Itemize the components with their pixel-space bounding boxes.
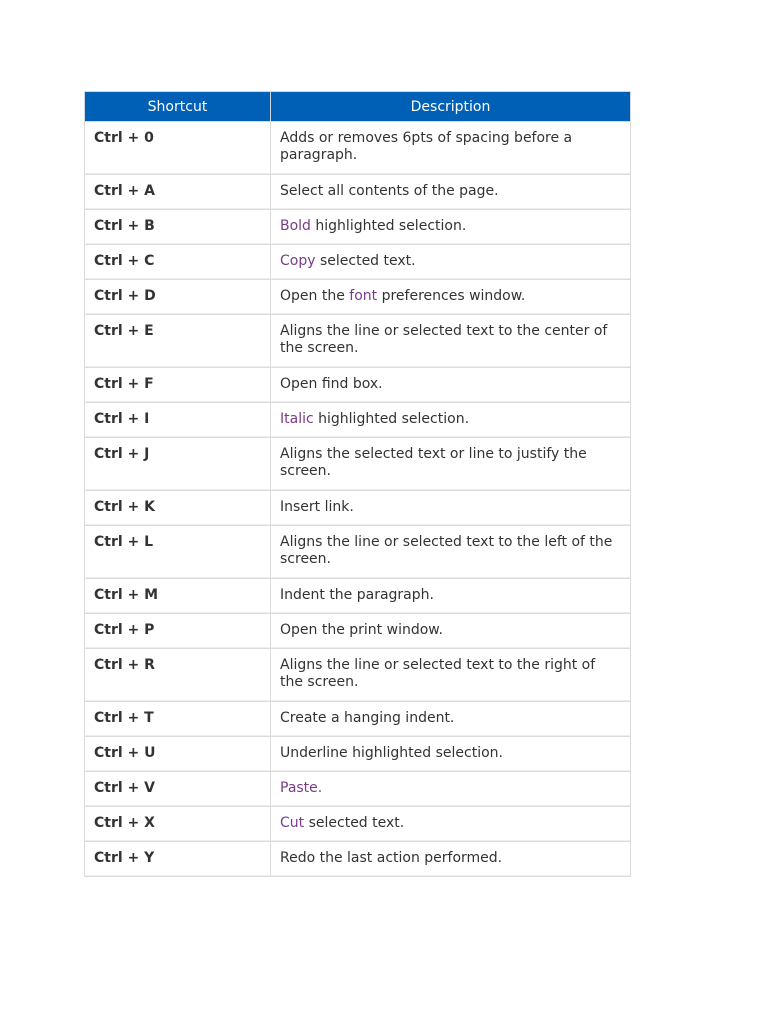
shortcut-key: Ctrl + K — [85, 491, 271, 526]
shortcut-key: Ctrl + M — [85, 579, 271, 614]
table-row — [85, 842, 631, 877]
shortcut-description — [271, 403, 631, 438]
shortcut-description — [271, 122, 631, 175]
cut-link[interactable]: Cut — [280, 815, 305, 831]
description-text: Open the print window. — [280, 622, 443, 638]
header-shortcut: Shortcut — [85, 92, 271, 122]
shortcut-description — [271, 526, 631, 579]
shortcut-description — [271, 702, 631, 737]
copy-link[interactable]: Copy — [280, 253, 316, 269]
shortcut-description — [271, 737, 631, 772]
shortcut-description — [271, 614, 631, 649]
table-row — [85, 614, 631, 649]
shortcut-key: Ctrl + V — [85, 772, 271, 807]
table-header-row — [85, 92, 631, 122]
table-row — [85, 526, 631, 579]
shortcut-table — [84, 91, 631, 877]
table-row — [85, 175, 631, 210]
table-row — [85, 122, 631, 175]
description-text: Underline highlighted selection. — [280, 745, 503, 761]
shortcut-key: Ctrl + I — [85, 403, 271, 438]
table-row — [85, 438, 631, 491]
header-description: Description — [271, 92, 631, 122]
description-text: Redo the last action performed. — [280, 850, 503, 866]
shortcut-key: Ctrl + T — [85, 702, 271, 737]
bold-link[interactable]: Bold — [280, 218, 311, 234]
shortcut-key: Ctrl + R — [85, 649, 271, 702]
shortcut-description — [271, 491, 631, 526]
shortcut-key: Ctrl + E — [85, 315, 271, 368]
shortcut-key: Ctrl + F — [85, 368, 271, 403]
font-link[interactable]: font — [349, 288, 378, 304]
description-text: Create a hanging indent. — [280, 710, 455, 726]
shortcut-description — [271, 368, 631, 403]
shortcut-key: Ctrl + D — [85, 280, 271, 315]
shortcut-key: Ctrl + J — [85, 438, 271, 491]
table-row — [85, 368, 631, 403]
shortcut-description — [271, 175, 631, 210]
table-row — [85, 245, 631, 280]
shortcut-description — [271, 649, 631, 702]
shortcut-key: Ctrl + C — [85, 245, 271, 280]
description-text: Aligns the line or selected text to the right of the screen. — [280, 657, 596, 690]
description-text: Select all contents of the page. — [280, 183, 499, 199]
shortcut-description — [271, 315, 631, 368]
shortcut-description — [271, 245, 631, 280]
description-text: selected text. — [304, 815, 405, 831]
table-row — [85, 280, 631, 315]
table-row — [85, 702, 631, 737]
shortcut-description — [271, 842, 631, 877]
description-text: selected text. — [315, 253, 416, 269]
table-row — [85, 579, 631, 614]
shortcut-key: Ctrl + B — [85, 210, 271, 245]
description-text: Insert link. — [280, 499, 354, 515]
shortcut-description — [271, 807, 631, 842]
shortcut-key: Ctrl + X — [85, 807, 271, 842]
description-text: highlighted selection. — [313, 411, 470, 427]
shortcut-description — [271, 772, 631, 807]
shortcut-key: Ctrl + 0 — [85, 122, 271, 175]
description-text: preferences window. — [377, 288, 526, 304]
description-text: Aligns the line or selected text to the left of the screen. — [280, 534, 613, 567]
description-text: Indent the paragraph. — [280, 587, 434, 603]
shortcut-key: Ctrl + U — [85, 737, 271, 772]
table-row — [85, 772, 631, 807]
description-text: Aligns the selected text or line to justify the screen. — [280, 446, 587, 479]
description-text: highlighted selection. — [310, 218, 467, 234]
shortcut-key: Ctrl + L — [85, 526, 271, 579]
description-text: Adds or removes 6pts of spacing before a paragraph. — [280, 130, 573, 163]
table-row — [85, 403, 631, 438]
italic-link[interactable]: Italic — [280, 411, 314, 427]
description-text: Aligns the line or selected text to the center of the screen. — [280, 323, 608, 356]
table-row — [85, 210, 631, 245]
table-row — [85, 737, 631, 772]
shortcut-description — [271, 438, 631, 491]
description-text: Open the — [280, 288, 350, 304]
table-row — [85, 491, 631, 526]
shortcut-table-container — [84, 91, 630, 877]
shortcut-key: Ctrl + A — [85, 175, 271, 210]
table-row — [85, 807, 631, 842]
shortcut-key: Ctrl + P — [85, 614, 271, 649]
shortcut-description — [271, 210, 631, 245]
paste-link[interactable]: Paste. — [280, 780, 323, 796]
shortcut-description — [271, 579, 631, 614]
table-row — [85, 649, 631, 702]
description-text: Open find box. — [280, 376, 383, 392]
shortcut-description — [271, 280, 631, 315]
shortcut-key: Ctrl + Y — [85, 842, 271, 877]
table-row — [85, 315, 631, 368]
